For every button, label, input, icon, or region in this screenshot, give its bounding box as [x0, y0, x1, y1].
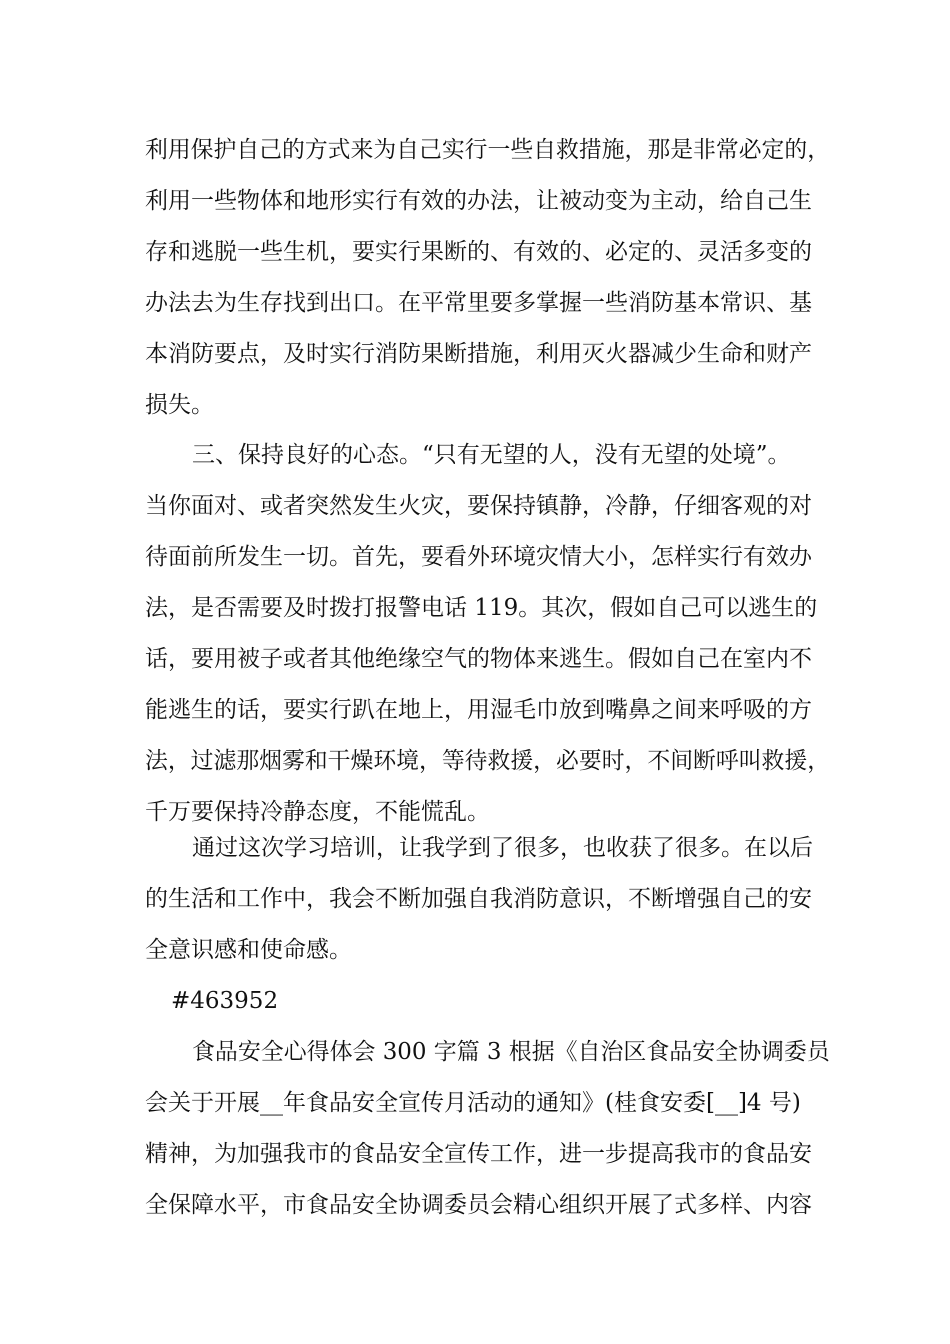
text-line	[0, 792, 950, 832]
text-line	[0, 435, 950, 475]
text-line	[0, 385, 950, 425]
line-text: 利用一些物体和地形实行有效的办法，让被动变为主动，给自己生	[145, 188, 812, 214]
text-line	[0, 232, 950, 272]
line-text: 通过这次学习培训，让我学到了很多，也收获了很多。在以后	[192, 835, 813, 861]
text-line	[0, 741, 950, 781]
line-text: 法，是否需要及时拨打报警电话 119。其次，假如自己可以逃生的	[145, 595, 818, 621]
text-line	[0, 130, 950, 170]
text-line	[0, 690, 950, 730]
line-text: 损失。	[145, 392, 214, 418]
text-line	[0, 1032, 950, 1072]
line-text: 的生活和工作中，我会不断加强自我消防意识，不断增强自己的安	[145, 886, 812, 912]
line-text: 千万要保持冷静态度，不能慌乱。	[145, 799, 490, 825]
text-line	[0, 588, 950, 628]
line-text: 待面前所发生一切。首先，要看外环境灾情大小，怎样实行有效办	[145, 544, 812, 570]
line-text: 办法去为生存找到出口。在平常里要多掌握一些消防基本常识、基	[145, 290, 812, 316]
line-text: 当你面对、或者突然发生火灾，要保持镇静，冷静，仔细客观的对	[145, 493, 812, 519]
text-line	[0, 828, 950, 868]
text-line	[0, 1134, 950, 1174]
line-text: 三、保持良好的心态。“只有无望的人，没有无望的处境”。	[192, 442, 791, 468]
line-text: 精神，为加强我市的食品安全宣传工作，进一步提高我市的食品安	[145, 1141, 812, 1167]
text-line	[0, 1083, 950, 1123]
text-line	[0, 181, 950, 221]
line-text: 利用保护自己的方式来为自己实行一些自救措施，那是非常必定的，	[145, 137, 831, 163]
text-line	[0, 1185, 950, 1225]
line-text: 本消防要点，及时实行消防果断措施，利用灭火器减少生命和财产	[145, 341, 812, 367]
line-text: 法，过滤那烟雾和干燥环境，等待救援，必要时，不间断呼叫救援，	[145, 748, 831, 774]
document-id-text: #463952	[171, 988, 279, 1014]
line-text: 全保障水平，市食品安全协调委员会精心组织开展了式多样、内容	[145, 1192, 812, 1218]
line-text: 会关于开展__年食品安全宣传月活动的通知》(桂食安委[__]4 号)	[145, 1090, 801, 1116]
line-text: 能逃生的话，要实行趴在地上，用湿毛巾放到嘴鼻之间来呼吸的方	[145, 697, 812, 723]
text-line	[0, 283, 950, 323]
text-line	[0, 334, 950, 374]
line-text: 存和逃脱一些生机，要实行果断的、有效的、必定的、灵活多变的	[145, 239, 812, 265]
text-line	[0, 537, 950, 577]
document-id	[0, 981, 950, 1021]
line-text: 话，要用被子或者其他绝缘空气的物体来逃生。假如自己在室内不	[145, 646, 812, 672]
line-text: 全意识感和使命感。	[145, 937, 352, 963]
text-line	[0, 930, 950, 970]
line-text: 食品安全心得体会 300 字篇 3 根据《自治区食品安全协调委员	[192, 1039, 830, 1065]
text-line	[0, 486, 950, 526]
text-line	[0, 879, 950, 919]
text-line	[0, 639, 950, 679]
